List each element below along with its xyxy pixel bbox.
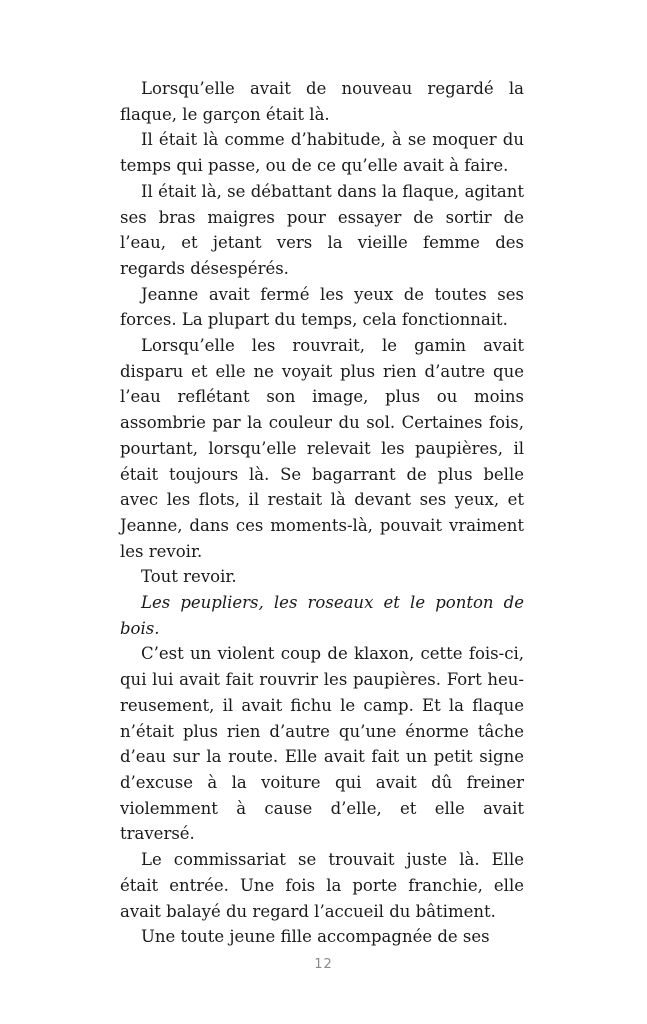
page-number: 12 [314, 957, 333, 972]
paragraph: Tout revoir. [141, 567, 237, 587]
paragraph: Lorsqu’elle avait de nouveau regardé la flaque, le garçon était là. [120, 79, 524, 124]
italic-paragraph: Les peupliers, les roseaux et le ponton de bois. [120, 593, 524, 638]
body-text [120, 76, 524, 950]
paragraph: Le commissariat se trouvait juste là. Elle était entrée. Une fois la porte franchie, elle avait balayé du regard l’accueil du bâtiment. [120, 850, 524, 921]
paragraph: Il était là comme d’habitude, à se moquer du temps qui passe, ou de ce qu’elle avait à faire. [120, 130, 524, 176]
paragraph: C’est un violent coup de klaxon, cette fois-ci, qui lui avait fait rouvrir les paupières. Fort heureusement, il avait fichu le camp. Et la flaque n’était plus rien d’autre qu’une énorme tâche d’eau sur la route. Elle avait fait un petit signe d’excuse à la voiture qui avait dû freiner violemment à cause d’elle, et elle avait traversé. [120, 644, 524, 844]
paragraph: Il était là, se débattant dans la flaque, agitant ses bras maigres pour essayer de sortir de l’eau, et jetant vers la vieille femme des regards désespérés. [120, 181, 524, 278]
paragraph: Une toute jeune fille accompagnée de ses [141, 927, 490, 947]
paragraph: Jeanne avait fermé les yeux de toutes ses forces. La plupart du temps, cela fonctionnait. [120, 284, 524, 330]
paragraph: Lorsqu’elle les rouvrait, le gamin avait disparu et elle ne voyait plus rien d’autre que l’eau reflétant son image, plus ou moins assombrie par la couleur du sol. Certaines fois, pourtant, lorsqu’elle relevait les paupières, il était toujours là. Se bagarrant de plus belle avec les flots, il restait là devant ses yeux, et Jeanne, dans ces moments-là, pouvait vraiment les revoir. [120, 336, 524, 561]
